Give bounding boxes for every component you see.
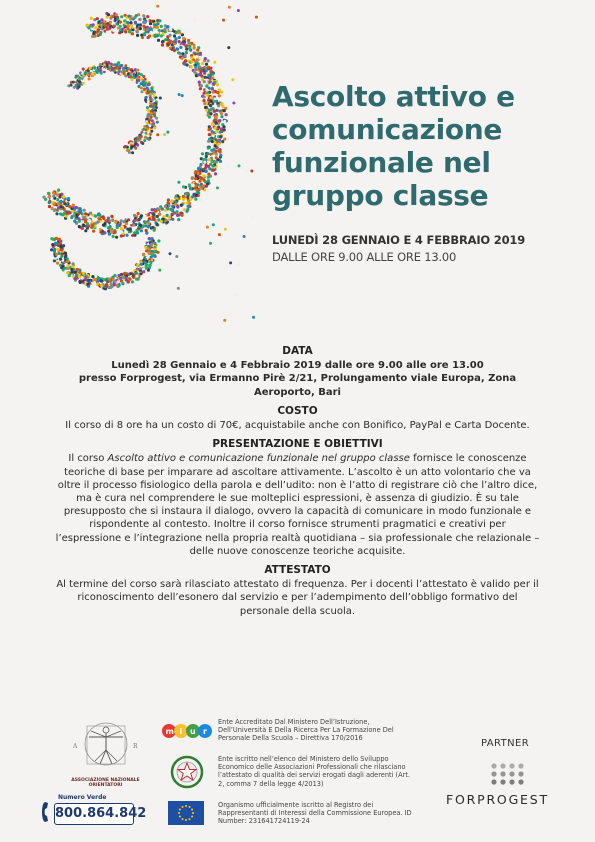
svg-text:R: R — [132, 743, 138, 750]
forprogest-logo-icon — [490, 762, 530, 788]
presentazione-intro: Il corso — [68, 453, 108, 465]
miur-letter-m: m — [165, 727, 174, 736]
vitruvian-man-icon — [71, 720, 141, 772]
data-dates: Lunedì 28 Gennaio e 4 Febbraio 2019 dalle ore 9.00 alle ore 13.00 — [111, 360, 484, 372]
attestato-text: Al termine del corso sarà rilasciato attestato di frequenza. Per i docenti l’attestato è valido per il riconoscimento dell’esonero dal servizio e per l’adempimento dell’obbligo formativo del personale della scuola. — [56, 579, 539, 617]
presentazione-text — [55, 452, 540, 558]
presentazione-body: fornisce le conoscenze teoriche di base per imparare ad ascoltare attivamente. L’ascolto è un atto volontario che va oltre il processo fisiologico della parola e dell’udito: non è l’atto di registrare ciò che l’altro dice, ma è cura nel comprendere le sue molteplici espressioni, è assenza di giudizio. È su tale presupposto che si instaura il dialogo, ovvero la capacità di comunicare in modo funzionale e rispondente al contesto. Inoltre il corso fornisce strumenti pragmatici e creativi per l’espressione e l’integrazione nella propria realtà quotidiana – sia professionale che relazionale – delle nuove conoscenze teoriche acquisite. — [55, 453, 540, 557]
page-title: Ascolto attivo e comunicazione funzionale nel gruppo classe — [272, 80, 515, 212]
miur-letter-i: i — [179, 727, 183, 736]
phone-number: 800.864.842 — [54, 803, 134, 825]
accreditation-mise-text: Ente iscritto nell’elenco del Ministero dello Sviluppo Economico delle Associazioni Professionali che rilasciano l’attestato di qualità dei servizi erogati dagli aderenti (Art. 2, comma 7 della legge 4/2013) — [218, 755, 411, 788]
section-heading-costo: COSTO — [277, 404, 318, 417]
accreditation-miur-text: Ente Accreditato Dal Ministero Dell’Istruzione, Dell’Università E Della Ricerca Per La Formazione Del Personale Della Scuola – Direttiva 170/2016 — [218, 718, 394, 743]
eu-flag-icon — [168, 801, 204, 825]
miur-letter-r: r — [203, 727, 207, 736]
event-date: LUNEDÌ 28 GENNAIO E 4 FEBBRAIO 2019 — [272, 233, 526, 247]
accreditation-miur — [160, 718, 410, 748]
costo-text: Il corso di 8 ore ha un costo di 70€, acquistabile anche con Bonifico, PayPal e Carta Docente. — [65, 420, 530, 432]
svg-text:A: A — [72, 743, 77, 750]
phone-label: Numero Verde — [58, 794, 107, 801]
accreditation-eu-text: Organismo ufficialmente iscritto al Registro dei Rappresentanti di Interessi della Commissione Europea. ID Number: 231641724119-24 — [218, 801, 412, 826]
miur-logo-icon — [160, 718, 214, 744]
phone-icon — [42, 801, 54, 823]
asor-name: ASSOCIAZIONE NAZIONALE ORIENTATORI — [71, 778, 140, 788]
section-heading-presentazione: PRESENTAZIONE E OBIETTIVI — [212, 438, 383, 451]
accreditation-eu — [160, 801, 410, 831]
hero-crowd-ear-image — [0, 0, 265, 335]
event-time: DALLE ORE 9.00 ALLE ORE 13.00 — [272, 250, 457, 264]
forprogest-name: FORPROGEST — [446, 792, 549, 807]
asor-logo — [58, 720, 153, 788]
section-heading-data: DATA — [282, 345, 313, 357]
content-body — [55, 345, 540, 618]
course-name: Ascolto attivo e comunicazione funzionale nel gruppo classe — [107, 453, 410, 465]
section-heading-attestato: ATTESTATO — [264, 564, 331, 577]
italian-emblem-icon — [160, 755, 214, 789]
data-location: presso Forprogest, via Ermanno Pirè 2/21, Prolungamento viale Europa, Zona Aeroporto, Bari — [78, 373, 517, 398]
miur-letter-u: u — [190, 727, 196, 736]
accreditation-mise — [160, 755, 410, 795]
partner-label: PARTNER — [481, 738, 530, 749]
toll-free-number — [42, 793, 147, 825]
